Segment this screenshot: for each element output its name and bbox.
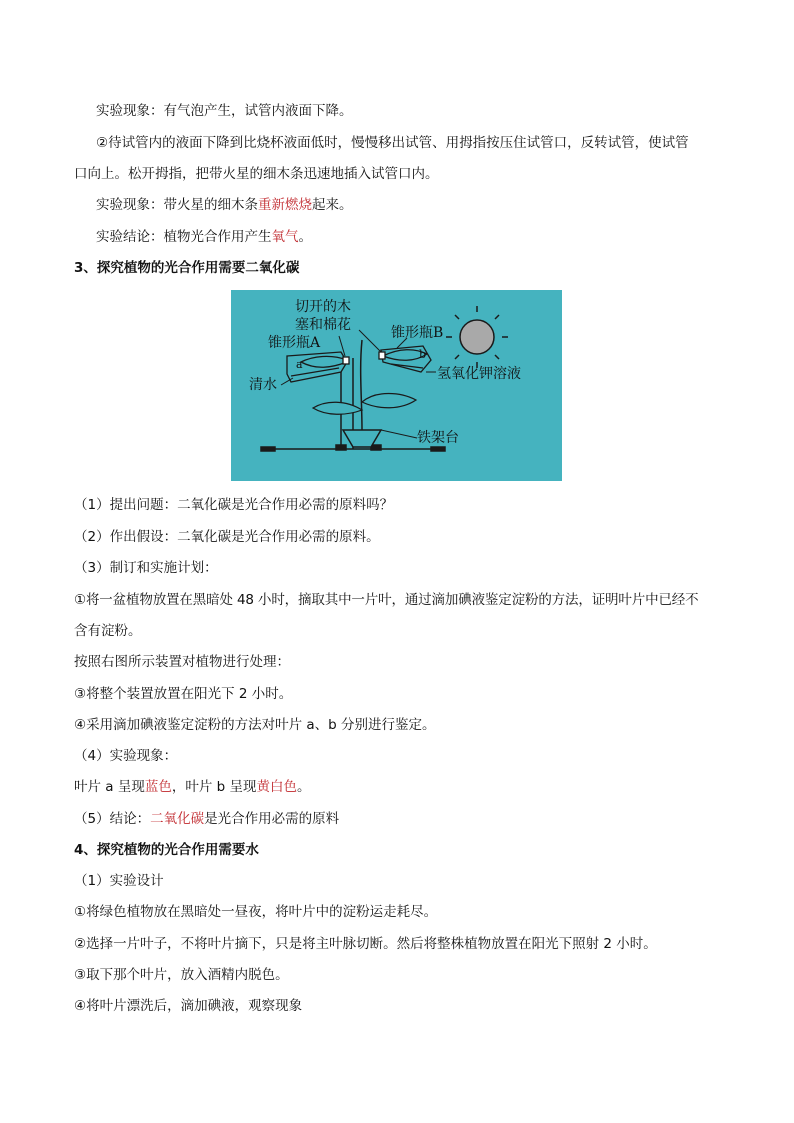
label-leaf-a: a [296, 358, 303, 371]
result-text-mid: ，叶片 b 呈现 [171, 779, 257, 795]
label-flask-b: 锥形瓶B [391, 325, 444, 341]
result-text-end: 。 [297, 779, 311, 795]
section-3-heading: 3、探究植物的光合作用需要二氧化碳 [74, 260, 300, 276]
label-leaf-b: b [419, 348, 427, 361]
experiment-figure [231, 290, 562, 481]
highlight-co2: 二氧化碳 [150, 811, 205, 827]
highlight-reignite: 重新燃烧 [258, 197, 312, 213]
conclusion-text-end: 。 [298, 229, 312, 245]
highlight-blue: 蓝色 [144, 779, 172, 795]
conclusion-label: （5）结论： [74, 811, 151, 827]
phenomenon-line-2 [96, 195, 353, 215]
question-4: （4）实验现象： [74, 748, 178, 764]
highlight-yellow-white: 黄白色 [256, 779, 298, 795]
design-step-2: ②选择一片叶子，不将叶片摘下，只是将主叶脉切断。然后将整株植物放置在阳光下照射 2 小时。 [74, 936, 657, 952]
conclusion-text: 是光合作用必需的原料 [204, 811, 340, 827]
label-cork-line-1: 切开的木 [295, 299, 351, 315]
design-step-3: ③取下那个叶片，放入酒精内脱色。 [74, 967, 289, 983]
label-water: 清水 [249, 377, 277, 393]
design-heading: （1）实验设计 [74, 873, 164, 889]
conclusion-line [96, 227, 312, 247]
conclusion-label: 实验结论： [96, 229, 164, 245]
question-5 [74, 809, 339, 829]
question-1: （1）提出问题：二氧化碳是光合作用必需的原料吗？ [74, 497, 394, 513]
step-2-continued: 口向上。松开拇指，把带火星的细木条迅速地插入试管口内。 [74, 166, 439, 182]
highlight-oxygen: 氧气 [271, 229, 299, 245]
phenomenon-line-1 [96, 101, 353, 121]
question-2: （2）作出假设：二氧化碳是光合作用必需的原料。 [74, 529, 380, 545]
result-line [74, 777, 311, 797]
step-2: ②待试管内的液面下降到比烧杯液面低时，慢慢移出试管、用拇指按压住试管口，反转试管，使试管 [96, 135, 689, 151]
design-step-4: ④将叶片漂洗后，滴加碘液，观察现象 [74, 998, 303, 1014]
sun-icon [446, 306, 508, 368]
plan-step-3: ③将整个装置放置在阳光下 2 小时。 [74, 686, 293, 702]
plan-step-1-continued: 含有淀粉。 [74, 623, 142, 639]
conclusion-text: 植物光合作用产生 [163, 229, 272, 245]
result-text: 叶片 a 呈现 [74, 779, 145, 795]
phenomenon-text: 带火星的细木条 [163, 197, 258, 213]
apparatus-diagram [231, 290, 562, 481]
label-flask-a: 锥形瓶A [268, 335, 321, 351]
phenomenon-label: 实验现象： [96, 103, 164, 119]
design-step-1: ①将绿色植物放在黑暗处一昼夜，将叶片中的淀粉运走耗尽。 [74, 904, 438, 920]
plan-step-4: ④采用滴加碘液鉴定淀粉的方法对叶片 a、b 分别进行鉴定。 [74, 717, 436, 733]
section-4-heading: 4、探究植物的光合作用需要水 [74, 842, 259, 858]
lower-leaf-right [362, 394, 416, 408]
plan-step-2: 按照右图所示装置对植物进行处理： [74, 654, 290, 670]
phenomenon-label: 实验现象： [96, 197, 164, 213]
label-koh-solution: 氢氧化钾溶液 [437, 366, 521, 382]
lower-leaf-left [313, 402, 362, 414]
question-3: （3）制订和实施计划： [74, 560, 218, 576]
phenomenon-text-end: 起来。 [312, 197, 353, 213]
plan-step-1: ①将一盆植物放置在黑暗处 48 小时，摘取其中一片叶，通过滴加碘液鉴定淀粉的方法，证明叶片中已经不 [74, 592, 699, 608]
plant-stem [361, 340, 362, 430]
label-cork-line-2: 塞和棉花 [295, 317, 351, 333]
phenomenon-text: 有气泡产生，试管内液面下降。 [163, 103, 353, 119]
label-iron-stand: 铁架台 [417, 430, 459, 446]
